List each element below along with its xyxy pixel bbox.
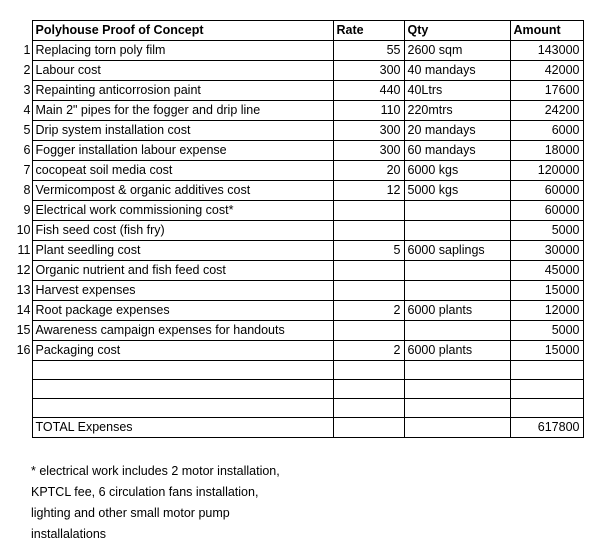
table-row [8,61,583,81]
row-number [8,380,32,399]
expense-table-body [8,21,583,438]
table-row [8,101,583,121]
rate-cell [333,321,404,341]
amount-cell [510,361,583,380]
description-cell: Labour cost [32,61,333,81]
rate-cell [333,261,404,281]
qty-cell: 5000 kgs [404,181,510,201]
table-row [8,321,583,341]
expense-table [8,20,584,438]
qty-cell [404,201,510,221]
row-number: 4 [23,103,31,117]
row-number: 6 [23,143,31,157]
qty-cell: 6000 plants [404,341,510,361]
row-number: 13 [16,283,31,297]
rate-cell: 2 [333,341,404,361]
table-row [8,181,583,201]
description-cell: Fish seed cost (fish fry) [32,221,333,241]
row-number: 16 [16,343,31,357]
amount-cell: 24200 [510,101,583,121]
row-number: 7 [23,163,31,177]
qty-cell: 40 mandays [404,61,510,81]
qty-header: Qty [404,21,510,41]
qty-cell [404,321,510,341]
qty-cell [404,281,510,301]
rate-cell: 12 [333,181,404,201]
qty-cell [404,399,510,418]
amount-cell: 12000 [510,301,583,321]
amount-cell: 143000 [510,41,583,61]
row-number: 1 [23,43,31,57]
row-number: 8 [23,183,31,197]
description-cell [32,361,333,380]
amount-cell: 6000 [510,121,583,141]
rate-cell: 5 [333,241,404,261]
table-row [8,121,583,141]
description-cell [32,399,333,418]
total-amount: 617800 [510,418,583,438]
qty-cell: 20 mandays [404,121,510,141]
title-header: Polyhouse Proof of Concept [32,21,333,41]
table-row [8,81,583,101]
amount-cell: 60000 [510,201,583,221]
description-cell: Awareness campaign expenses for handouts [32,321,333,341]
row-number: 9 [23,203,31,217]
row-number: 5 [23,123,31,137]
rate-cell [333,201,404,221]
header-row [8,21,583,41]
footnote-line: * electrical work includes 2 motor installation, [31,464,280,478]
qty-cell [404,361,510,380]
row-number [8,418,32,438]
description-cell: Main 2" pipes for the fogger and drip line [32,101,333,121]
amount-cell [510,399,583,418]
rate-cell: 20 [333,161,404,181]
qty-cell: 6000 kgs [404,161,510,181]
amount-cell: 42000 [510,61,583,81]
empty-row [8,380,583,399]
table-row [8,161,583,181]
description-cell: cocopeat soil media cost [32,161,333,181]
rate-cell: 2 [333,301,404,321]
amount-cell: 15000 [510,281,583,301]
total-label: TOTAL Expenses [32,418,333,438]
description-cell: Packaging cost [32,341,333,361]
table-row [8,221,583,241]
qty-cell [404,221,510,241]
amount-cell: 45000 [510,261,583,281]
qty-cell: 6000 plants [404,301,510,321]
amount-cell: 15000 [510,341,583,361]
qty-cell: 220mtrs [404,101,510,121]
description-cell [32,380,333,399]
description-cell: Plant seedling cost [32,241,333,261]
amount-cell: 5000 [510,221,583,241]
row-number: 14 [16,303,31,317]
description-cell: Fogger installation labour expense [32,141,333,161]
description-cell: Replacing torn poly film [32,41,333,61]
row-number: 3 [23,83,31,97]
total-row [8,418,583,438]
amount-cell: 120000 [510,161,583,181]
table-row [8,261,583,281]
rate-cell: 300 [333,121,404,141]
footnote [31,461,280,545]
rate-cell: 55 [333,41,404,61]
empty-row [8,399,583,418]
amount-cell: 60000 [510,181,583,201]
rate-cell [333,380,404,399]
table-row [8,41,583,61]
empty-row [8,361,583,380]
qty-cell: 60 mandays [404,141,510,161]
rate-cell [333,361,404,380]
table-row [8,281,583,301]
table-row [8,141,583,161]
description-cell: Root package expenses [32,301,333,321]
description-cell: Harvest expenses [32,281,333,301]
row-number [8,361,32,380]
qty-cell [404,261,510,281]
rate-cell: 300 [333,141,404,161]
rate-cell: 300 [333,61,404,81]
footnote-line: installalations [31,527,107,541]
qty-cell: 40Ltrs [404,81,510,101]
amount-cell [510,380,583,399]
rate-cell [333,281,404,301]
row-number: 2 [23,63,31,77]
table-row [8,301,583,321]
rate-cell: 110 [333,101,404,121]
amount-cell: 17600 [510,81,583,101]
qty-cell: 6000 saplings [404,241,510,261]
qty-cell [404,418,510,438]
rate-cell [333,399,404,418]
description-cell: Organic nutrient and fish feed cost [32,261,333,281]
amount-cell: 30000 [510,241,583,261]
rate-cell [333,221,404,241]
description-cell: Vermicompost & organic additives cost [32,181,333,201]
footnote-line: lighting and other small motor pump [31,506,230,520]
description-cell: Electrical work commissioning cost* [32,201,333,221]
table-row [8,341,583,361]
row-number [8,399,32,418]
table-row [8,241,583,261]
rate-cell [333,418,404,438]
row-number: 11 [17,243,31,257]
table-row [8,201,583,221]
qty-cell: 2600 sqm [404,41,510,61]
amount-header: Amount [510,21,583,41]
rate-header: Rate [333,21,404,41]
row-number: 12 [16,263,31,277]
description-cell: Repainting anticorrosion paint [32,81,333,101]
rate-cell: 440 [333,81,404,101]
amount-cell: 18000 [510,141,583,161]
row-number: 15 [16,323,31,337]
amount-cell: 5000 [510,321,583,341]
qty-cell [404,380,510,399]
row-number: 10 [16,223,31,237]
row-number-header [8,21,32,41]
footnote-line: KPTCL fee, 6 circulation fans installation, [31,485,259,499]
description-cell: Drip system installation cost [32,121,333,141]
